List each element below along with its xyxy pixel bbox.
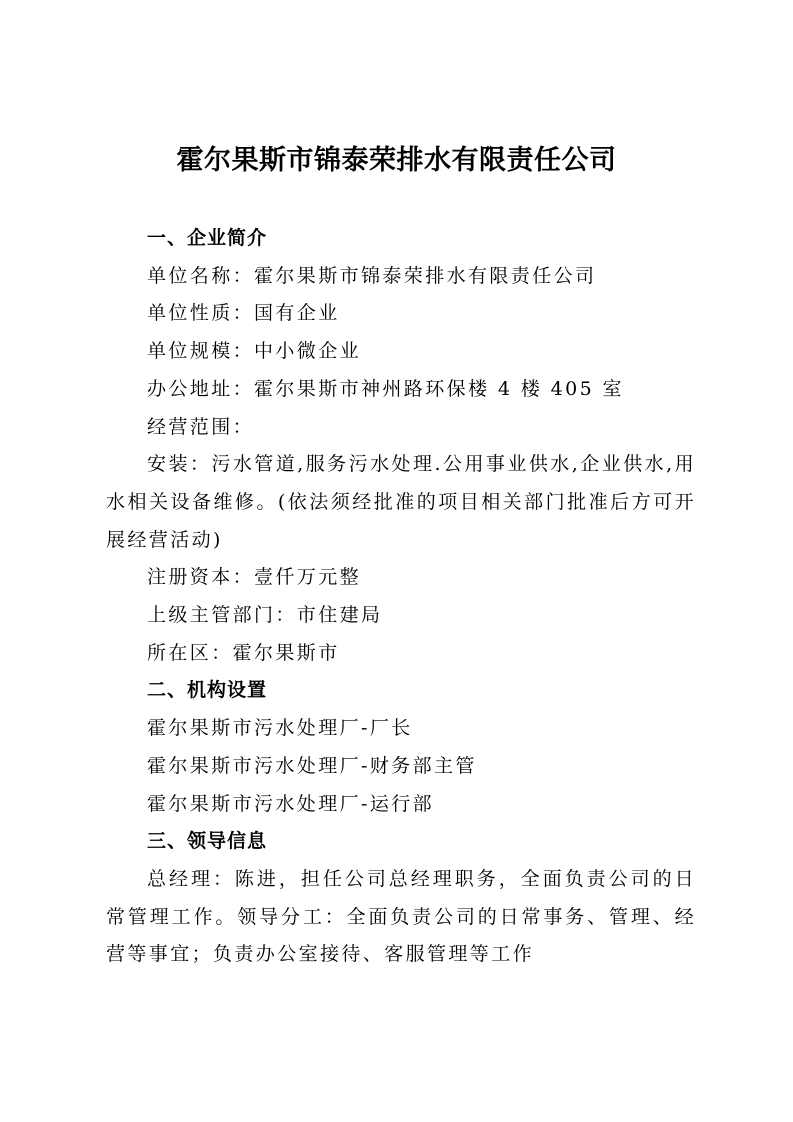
company-nature-line: 单位性质：国有企业	[147, 302, 340, 325]
business-scope-text: 安装：污水管道,服务污水处理.公用事业供水,企业供水,用水相关设备维修。(依法须经批准的项目相关部门批准后方可开展经营活动)	[106, 453, 696, 551]
organization-item: 霍尔果斯市污水处理厂-运行部	[147, 792, 435, 815]
section-heading-company-intro: 一、企业简介	[147, 227, 268, 249]
registered-capital-line: 注册资本：壹仟万元整	[147, 566, 362, 589]
business-scope-label: 经营范围：	[147, 415, 255, 438]
leader-info-text: 总经理：陈进，担任公司总经理职务，全面负责公司的日常管理工作。领导分工：全面负责公司的日常事务、管理、经营等事宜；负责办公室接待、客服管理等工作	[106, 867, 696, 966]
organization-item: 霍尔果斯市污水处理厂-财务部主管	[147, 754, 477, 777]
company-scale-line: 单位规模：中小微企业	[147, 340, 362, 363]
office-address-line: 办公地址：霍尔果斯市神州路环保楼 4 楼 405 室	[147, 377, 624, 400]
document-title: 霍尔果斯市锦泰荣排水有限责任公司	[176, 145, 617, 176]
district-line: 所在区：霍尔果斯市	[147, 641, 340, 664]
section-heading-leadership: 三、领导信息	[147, 830, 268, 853]
supervising-authority-line: 上级主管部门：市住建局	[147, 604, 383, 627]
company-name-line: 单位名称：霍尔果斯市锦泰荣排水有限责任公司	[147, 264, 597, 287]
document-body	[106, 220, 696, 974]
organization-item: 霍尔果斯市污水处理厂-厂长	[147, 717, 413, 740]
section-heading-organization: 二、机构设置	[147, 679, 268, 702]
